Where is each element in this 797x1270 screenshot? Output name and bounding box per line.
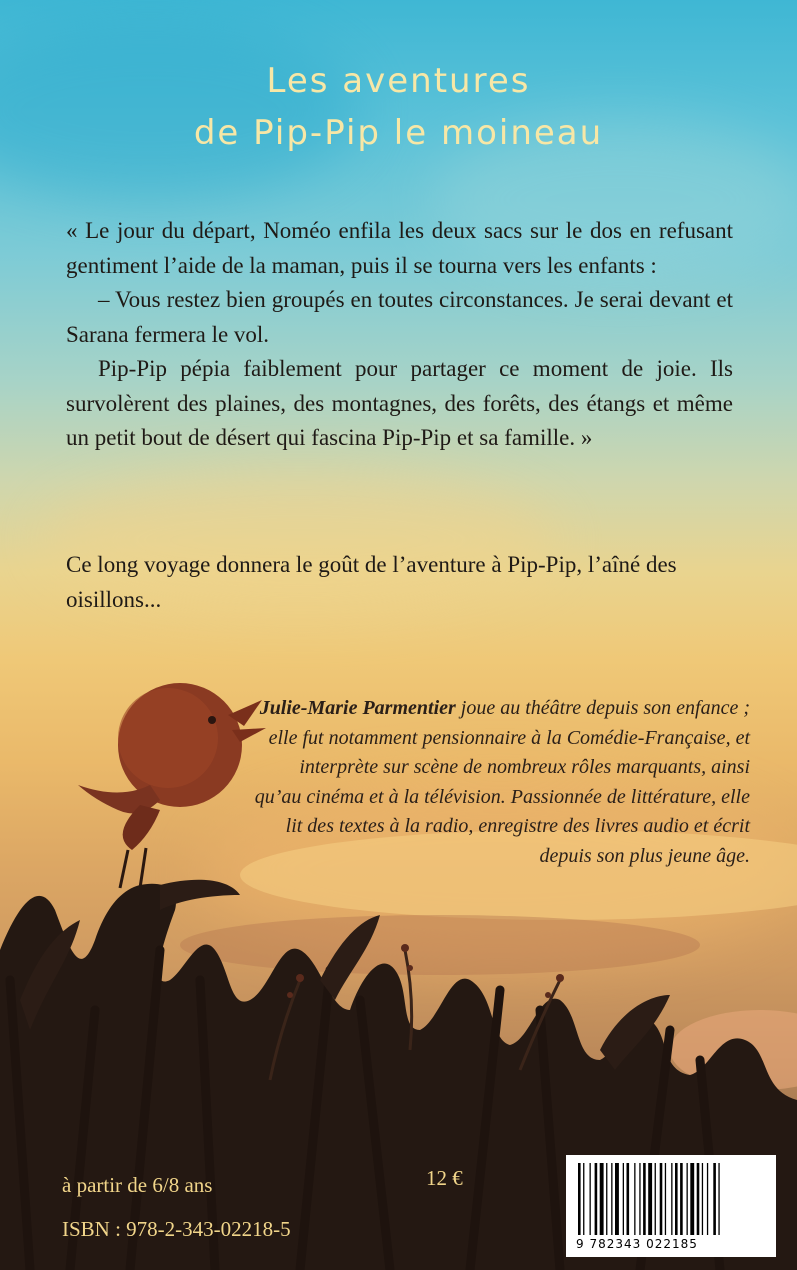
price-label: 12 € <box>426 1166 463 1190</box>
teaser-text <box>66 548 733 617</box>
excerpt-paragraph-3: Pip-Pip pépia faiblement pour partager ce moment de joie. Ils survolèrent des plaines, des montagnes, des forêts, des étangs et même un petit bout de désert qui fascina Pip-Pip et sa famille. » <box>66 356 733 450</box>
barcode-bar <box>595 1163 598 1235</box>
barcode-bar <box>665 1163 666 1235</box>
barcode-bar <box>690 1163 694 1235</box>
barcode-bar <box>578 1163 581 1235</box>
barcode-bar <box>718 1163 719 1235</box>
barcode-bar <box>707 1163 708 1235</box>
barcode-bar <box>702 1163 703 1235</box>
excerpt-paragraph-2: – Vous restez bien groupés en toutes circonstances. Je serai devant et Sarana fermera le vol. <box>66 287 733 347</box>
barcode-bar <box>583 1163 584 1235</box>
age-range: à partir de 6/8 ans <box>62 1173 213 1197</box>
title-line-2: de Pip-Pip le moineau <box>193 113 604 153</box>
barcode-bar <box>655 1163 656 1235</box>
barcode-bar <box>600 1163 604 1235</box>
barcode-bar <box>643 1163 646 1235</box>
barcode-bar <box>627 1163 630 1235</box>
barcode-digits: 9 782343 022185 <box>576 1237 698 1251</box>
book-title <box>0 55 797 159</box>
barcode-bar <box>639 1163 640 1235</box>
barcode-bar <box>687 1163 688 1235</box>
barcode <box>566 1155 776 1257</box>
barcode-bars <box>576 1163 766 1235</box>
excerpt-paragraph-1: « Le jour du départ, Noméo enfila les deux sacs sur le dos en refusant gentiment l’aide de la maman, puis il se tourna vers les enfants : <box>66 218 733 278</box>
barcode-bar <box>713 1163 716 1235</box>
barcode-bar <box>611 1163 612 1235</box>
teaser-paragraph: Ce long voyage donnera le goût de l’aventure à Pip-Pip, l’aîné des oisillons... <box>66 552 677 612</box>
barcode-bar <box>590 1163 591 1235</box>
barcode-bar <box>697 1163 700 1235</box>
isbn-label: ISBN : 978-2-343-02218-5 <box>62 1217 291 1241</box>
barcode-bar <box>623 1163 624 1235</box>
title-line-1: Les aventures <box>266 61 531 101</box>
barcode-bar <box>675 1163 678 1235</box>
barcode-bar <box>634 1163 635 1235</box>
barcode-bar <box>615 1163 619 1235</box>
barcode-bar <box>648 1163 652 1235</box>
barcode-bar <box>606 1163 607 1235</box>
barcode-bar <box>680 1163 683 1235</box>
author-name: Julie-Marie Parmentier <box>259 697 456 719</box>
author-bio-text: joue au théâtre depuis son enfance ; elle fut notamment pensionnaire à la Comédie-Française, et interprète sur scène de nombreux rôles marquants, ainsi qu’au cinéma et à la télévision. Passionnée de littérature, elle lit des textes à la radio, enregistre des livres audio et écrit depuis son plus jeune âge. <box>254 697 750 867</box>
sparrow-bird <box>78 683 266 888</box>
hill-shadow <box>180 915 700 975</box>
barcode-bar <box>660 1163 663 1235</box>
barcode-bar <box>671 1163 672 1235</box>
author-bio <box>250 694 750 871</box>
book-excerpt <box>66 214 733 456</box>
